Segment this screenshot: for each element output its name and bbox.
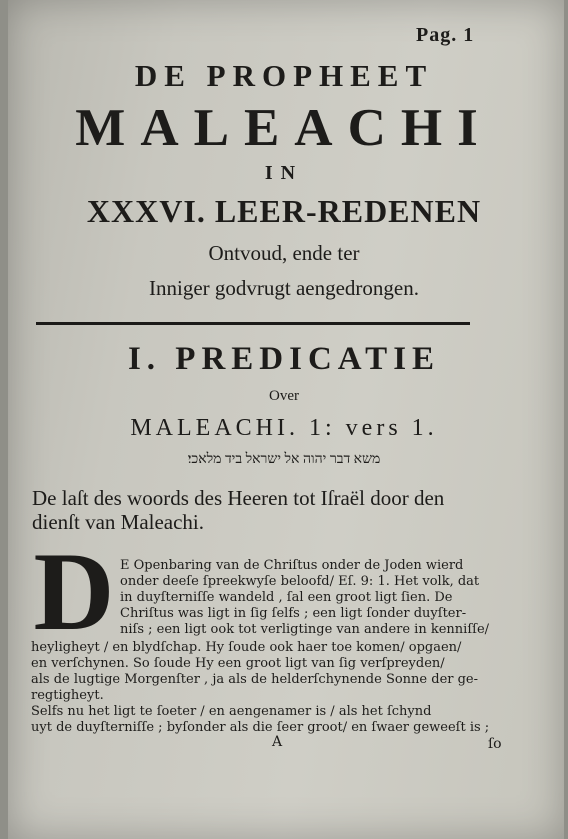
page-number: Pag. 1: [416, 24, 475, 46]
hebrew-text: משא דבר יהוה אל ישראל ביד מלאכי׃: [187, 452, 381, 467]
body-line: als de lugtige Morgenſter , ja als de helderſchynende Sonne der ge-: [31, 672, 479, 687]
title-line-3: IN: [264, 162, 304, 184]
body-line: onder deeſe ſpreekwyſe beloofd/ Eſ. 9: 1. Het volk, dat: [120, 574, 480, 589]
verse-line-1: De laſt des woords des Heeren tot Iſraël door den: [32, 486, 445, 510]
verse-line-2: dienſt van Maleachi.: [32, 510, 205, 534]
body-line: Chriſtus was ligt in ſig ſelfs ; een ligt ſonder duyſter-: [120, 606, 467, 621]
signature-mark: A: [272, 734, 283, 750]
title-line-6: Inniger godvrugt aengedrongen.: [149, 276, 419, 300]
body-line: in duyſterniſſe wandeld , ſal een groot ligt ſien. De: [120, 590, 453, 605]
title-line-4: XXXVI. LEER-REDENEN: [86, 193, 482, 229]
body-line: Selfs nu het ligt te ſoeter / en aengenamer is / als het ſchynd: [31, 704, 432, 719]
body-line: E Openbaring van de Chriſtus onder de Joden wierd: [120, 558, 464, 573]
section-heading: I. PREDICATIE: [127, 341, 441, 377]
title-line-2: MALEACHI: [75, 99, 493, 157]
catchword: ſo: [488, 736, 502, 752]
body-line: heyligheyt / en blydſchap. Hy ſoude ook haer toe komen/ opgaen/: [31, 640, 462, 655]
title-line-1: DE PROPHEET: [134, 58, 434, 93]
horizontal-rule: [36, 322, 470, 325]
body-line: niſs ; een ligt ook tot verligtinge van andere in kenniſſe/: [120, 622, 490, 637]
body-line: en verſchynen. So ſoude Hy een groot ligt van ſig verſpreyden/: [31, 656, 445, 671]
section-over: Over: [269, 388, 299, 404]
body-line: regtigheyt.: [31, 688, 104, 703]
section-reference: MALEACHI. 1: vers 1.: [130, 415, 438, 441]
drop-cap: D: [33, 530, 115, 654]
title-line-5: Ontvoud, ende ter: [208, 241, 360, 265]
body-line: uyt de duyſterniſſe ; byſonder als die ſeer groot/ en ſwaer geweeſt is ;: [31, 720, 490, 735]
